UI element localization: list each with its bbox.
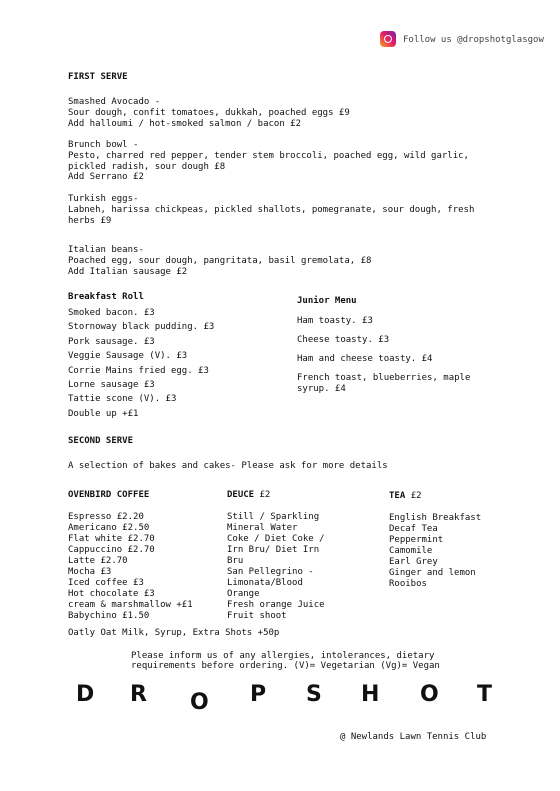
deuce-price: £2 (259, 490, 271, 500)
menu-item: Tattie scone (V). £3 (68, 394, 177, 405)
deuce-title: DEUCE (227, 490, 255, 500)
logo-letter: O (420, 682, 439, 707)
junior-menu-title: Junior Menu (297, 296, 357, 306)
menu-item: Limonata/Blood (227, 578, 303, 588)
menu-item: Coke / Diet Coke / (227, 534, 325, 544)
menu-item: Camomile (389, 546, 433, 556)
menu-item: Ham toasty. £3 (297, 316, 373, 326)
dish-name: Brunch bowl - (68, 140, 139, 150)
deuce-heading (227, 490, 270, 501)
menu-item: Stornoway black pudding. £3 (68, 322, 215, 333)
dish-description: Pesto, charred red pepper, tender stem broccoli, poached egg, wild garlic, (68, 150, 469, 161)
allergy-notice-line-2: requirements before ordering. (V)= Vegetarian (Vg)= Vegan (131, 661, 440, 671)
instagram-icon[interactable] (380, 31, 396, 47)
menu-item: English Breakfast (389, 513, 482, 523)
logo-letter: S (306, 682, 322, 707)
menu-item: French toast, blueberries, maple syrup. £4 (297, 373, 476, 394)
dish-description: Sour dough, confit tomatoes, dukkah, poached eggs £9 (68, 107, 350, 118)
menu-item: Peppermint (389, 535, 444, 545)
logo-letter: P (250, 682, 267, 707)
dish-description: Add Serrano £2 (68, 172, 144, 183)
dish-description: Labneh, harissa chickpeas, pickled shallots, pomegranate, sour dough, fresh (68, 204, 475, 215)
menu-item: Mocha £3 (68, 567, 112, 577)
menu-item: Rooibos (389, 579, 427, 589)
footer-text: @ Newlands Lawn Tennis Club (340, 732, 487, 742)
logo-letter: R (130, 682, 147, 707)
dish-description: pickled radish, sour dough £8 (68, 161, 226, 172)
menu-item: Earl Grey (389, 557, 438, 567)
menu-item: Ham and cheese toasty. £4 (297, 354, 433, 364)
menu-item: Irn Bru/ Diet Irn (227, 545, 320, 555)
logo-letter: O (190, 690, 209, 715)
menu-item: San Pellegrino - (227, 567, 314, 577)
menu-item: Orange (227, 589, 260, 599)
tea-price: £2 (410, 491, 422, 501)
menu-item: Ginger and lemon (389, 568, 476, 578)
dish-name: Smashed Avocado - (68, 97, 161, 107)
menu-item: Cheese toasty. £3 (297, 335, 390, 345)
dish-name: Turkish eggs- (68, 194, 139, 204)
menu-item: Still / Sparkling (227, 512, 320, 522)
menu-item: Fruit shoot (227, 611, 287, 621)
allergy-notice-line-1: Please inform us of any allergies, intolerances, dietary (131, 651, 435, 661)
menu-item: Hot chocolate £3 (68, 589, 155, 599)
dish-name: Italian beans- (68, 245, 144, 255)
first-serve-title: FIRST SERVE (68, 72, 128, 82)
coffee-list (68, 512, 193, 622)
breakfast-roll-title: Breakfast Roll (68, 292, 144, 302)
second-serve-text: A selection of bakes and cakes- Please ask for more details (68, 461, 388, 471)
dish-description: Add halloumi / hot-smoked salmon / bacon £2 (68, 118, 301, 129)
dish-description: Poached egg, sour dough, pangritata, basil gremolata, £8 (68, 255, 372, 266)
menu-item: Espresso £2.20 (68, 512, 144, 522)
menu-item: Cappuccino £2.70 (68, 545, 155, 555)
menu-item: Smoked bacon. £3 (68, 308, 155, 318)
menu-item: Pork sausage. £3 (68, 336, 155, 347)
deuce-list (227, 512, 325, 622)
menu-item: Latte £2.70 (68, 556, 128, 566)
menu-item: Corrie Mains fried egg. £3 (68, 365, 209, 376)
tea-title: TEA (389, 491, 406, 501)
menu-item: Lorne sausage £3 (68, 379, 155, 390)
breakfast-roll-list (68, 308, 214, 423)
menu-item: cream & marshmallow +£1 (68, 600, 193, 610)
logo-letter: D (76, 682, 95, 707)
menu-item: Veggie Sausage (V). £3 (68, 351, 188, 362)
logo-letter: H (361, 682, 380, 707)
tea-list (389, 513, 481, 590)
menu-item: Mineral Water (227, 523, 298, 533)
social-handle[interactable]: Follow us @dropshotglasgow (403, 35, 544, 45)
logo-letter: T (477, 682, 493, 707)
tea-heading (389, 491, 422, 502)
extras-text: Oatly Oat Milk, Syrup, Extra Shots +50p (68, 628, 280, 638)
menu-item: Decaf Tea (389, 524, 438, 534)
dish-description: Add Italian sausage £2 (68, 266, 188, 277)
dish-description: herbs £9 (68, 215, 112, 226)
menu-item: Iced coffee £3 (68, 578, 144, 588)
menu-item: Americano £2.50 (68, 523, 150, 533)
menu-item: Fresh orange Juice (227, 600, 325, 610)
second-serve-title: SECOND SERVE (68, 436, 134, 446)
junior-menu-list (297, 316, 497, 403)
menu-item: Double up +£1 (68, 408, 139, 419)
coffee-title: OVENBIRD COFFEE (68, 490, 150, 500)
menu-item: Flat white £2.70 (68, 534, 155, 544)
menu-item: Bru (227, 556, 244, 566)
menu-item: Babychino £1.50 (68, 611, 150, 621)
